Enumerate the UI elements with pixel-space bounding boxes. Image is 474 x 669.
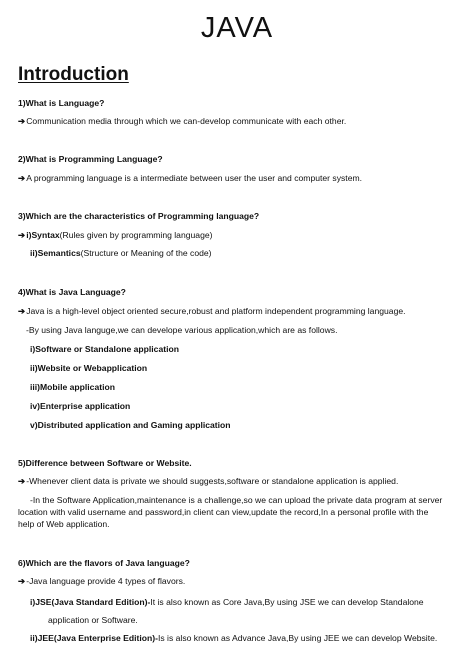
answer-5 bbox=[18, 476, 398, 487]
question-1: 1)What is Language? bbox=[18, 98, 105, 108]
answer-4 bbox=[18, 306, 406, 317]
list-item: i)Software or Standalone application bbox=[30, 344, 179, 354]
question-5: 5)Difference between Software or Website. bbox=[18, 458, 192, 468]
answer-2 bbox=[18, 173, 362, 184]
question-2: 2)What is Programming Language? bbox=[18, 154, 163, 164]
arrow-icon: ➔ bbox=[18, 576, 26, 586]
answer-5-text: -Whenever client data is private we should suggests,software or standalone application is applied. bbox=[26, 476, 399, 486]
answer-5-para-line-1: -In the Software Application,maintenance is a challenge,so we can upload the private data program at server bbox=[30, 495, 443, 505]
list-item: iv)Enterprise application bbox=[30, 401, 131, 411]
jse-label: i)JSE(Java Standard Edition)- bbox=[30, 597, 151, 607]
list-item: ii)Website or Webapplication bbox=[30, 363, 148, 373]
answer-4-intro: -By using Java languge,we can develope various application,which are as follows. bbox=[26, 325, 338, 335]
answer-1 bbox=[18, 116, 346, 127]
jee-item bbox=[30, 633, 437, 644]
answer-5-para-line-2: location with valid username and password,in client can view,update the record,In a personal profile with the bbox=[18, 507, 429, 517]
jse-item bbox=[30, 597, 424, 608]
syntax-text: (Rules given by programming language) bbox=[59, 230, 213, 240]
arrow-icon: ➔ bbox=[18, 476, 26, 486]
jse-item-continued: application or Software. bbox=[48, 615, 138, 625]
answer-6 bbox=[18, 576, 185, 587]
list-item: v)Distributed application and Gaming application bbox=[30, 420, 231, 430]
semantics-label: ii)Semantics bbox=[30, 248, 81, 258]
answer-6-text: -Java language provide 4 types of flavors. bbox=[26, 576, 186, 586]
answer-5-para-line-3: help of Web application. bbox=[18, 519, 110, 529]
jee-label: ii)JEE(Java Enterprise Edition)- bbox=[30, 633, 158, 643]
arrow-icon: ➔ bbox=[18, 116, 26, 126]
list-item: iii)Mobile application bbox=[30, 382, 115, 392]
answer-3-item-2 bbox=[30, 248, 212, 259]
section-heading: Introduction bbox=[18, 64, 129, 85]
jee-text: Is is also known as Advance Java,By using JEE we can develop Website. bbox=[157, 633, 438, 643]
syntax-label: i)Syntax bbox=[26, 230, 60, 240]
answer-3-item-1 bbox=[18, 230, 213, 241]
question-3: 3)Which are the characteristics of Programming language? bbox=[18, 211, 260, 221]
document-title: JAVA bbox=[200, 12, 274, 44]
arrow-icon: ➔ bbox=[18, 306, 26, 316]
arrow-icon: ➔ bbox=[18, 173, 26, 183]
semantics-text: (Structure or Meaning of the code) bbox=[80, 248, 212, 258]
answer-1-text: Communication media through which we can-develop communicate with each other. bbox=[26, 116, 347, 126]
question-4: 4)What is Java Language? bbox=[18, 287, 126, 297]
answer-4-text: Java is a high-level object oriented secure,robust and platform independent programming language. bbox=[26, 306, 406, 316]
question-6: 6)Which are the flavors of Java language? bbox=[18, 558, 190, 568]
arrow-icon: ➔ bbox=[18, 230, 26, 240]
jse-text: It is also known as Core Java,By using JSE we can develop Standalone bbox=[150, 597, 424, 607]
answer-2-text: A programming language is a intermediate between user the user and computer system. bbox=[26, 173, 363, 183]
